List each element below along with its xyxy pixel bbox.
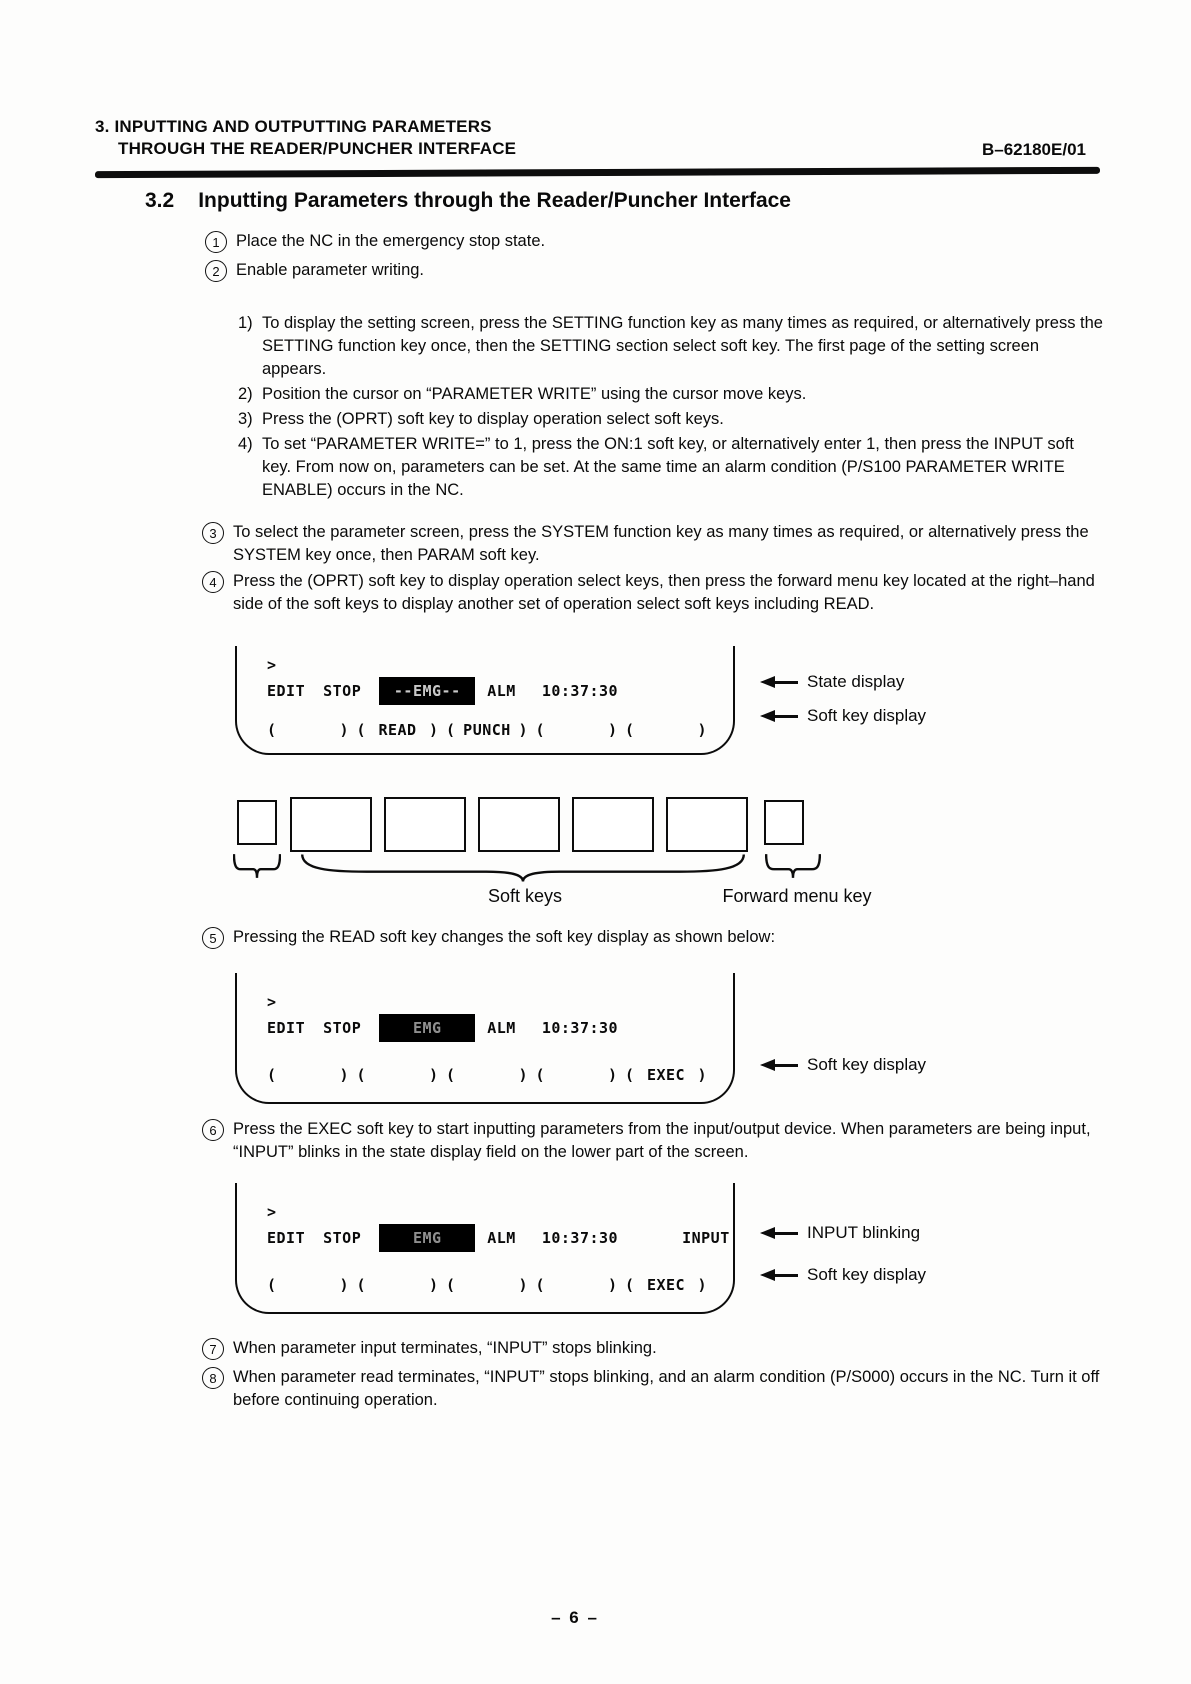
softkey-display-annotation — [760, 706, 926, 726]
step-7-text: When parameter input terminates, “INPUT” stops blinking. — [233, 1339, 657, 1357]
mode-stop: STOP — [323, 1229, 362, 1247]
bracket-open: ( — [446, 1066, 456, 1084]
substep-4-number: 4) — [238, 435, 253, 453]
softkeys-label: Soft keys — [487, 886, 563, 906]
softkey-slot — [536, 1272, 618, 1298]
bracket-open: ( — [535, 721, 546, 739]
annotation-label: Soft key display — [807, 1055, 927, 1074]
prompt-line: > — [267, 656, 277, 674]
input-blinking-annotation — [760, 1223, 920, 1243]
step-2-number: 2 — [205, 260, 227, 282]
soft-key-4 — [572, 797, 654, 852]
bracket-close: ) — [339, 721, 349, 739]
bracket-open: ( — [625, 1066, 635, 1084]
alm-indicator: ALM — [487, 1019, 516, 1037]
alm-indicator: ALM — [487, 1229, 516, 1247]
emg-status-block: --EMG-- — [379, 677, 475, 705]
substep-3-text: Press the (OPRT) soft key to display operation select soft keys. — [262, 410, 724, 428]
key-row-braces — [237, 852, 877, 914]
forward-menu-key — [764, 800, 804, 845]
softkey-display-line — [267, 1062, 707, 1088]
prompt-line: > — [267, 1203, 277, 1221]
annotation-label: Soft key display — [807, 1265, 927, 1284]
substep-4-text: To set “PARAMETER WRITE=” to 1, press the ON:1 soft key, or alternatively enter 1, then press the INPUT soft key. From now on, parameters can be set. At the same time an alarm condition (P/S100 PARAMETER WRITE ENABLE) occurs in the NC. — [262, 435, 1075, 499]
mode-edit: EDIT — [267, 682, 306, 700]
left-arrow-icon — [760, 1269, 798, 1281]
softkey-slot — [625, 717, 707, 743]
softkey-slot — [625, 1062, 707, 1088]
mode-edit: EDIT — [267, 1019, 306, 1037]
bracket-close: ) — [607, 1276, 618, 1294]
emg-status-block: EMG — [379, 1224, 475, 1252]
hardware-key-row — [237, 797, 804, 852]
section-number: 3.2 — [145, 189, 175, 212]
mode-stop: STOP — [323, 1019, 362, 1037]
step-3-text: To select the parameter screen, press the SYSTEM function key as many times as required, or alternatively press the SYSTEM key once, then PARAM soft key. — [233, 523, 1089, 564]
crt-screen-3-box — [235, 1183, 735, 1314]
section-title — [145, 189, 791, 213]
step-1-text: Place the NC in the emergency stop state. — [236, 232, 546, 250]
emg-status-block: EMG — [379, 1014, 475, 1042]
bracket-open: ( — [446, 1276, 456, 1294]
bracket-open: ( — [625, 721, 635, 739]
bracket-close: ) — [428, 721, 439, 739]
brace-softkeys — [293, 852, 753, 884]
bracket-close: ) — [697, 1276, 707, 1294]
step-6-text: Press the EXEC soft key to start inputting parameters from the input/output device. When parameters are being input, “INPUT” blinks in the state display field on the lower part of the screen. — [233, 1120, 1091, 1161]
softkey-slot — [267, 1062, 349, 1088]
softkey-slot — [446, 1272, 528, 1298]
bracket-close: ) — [339, 1276, 349, 1294]
clock-time: 10:37:30 — [541, 682, 619, 700]
softkey-label: PUNCH — [463, 721, 511, 739]
step-8-number: 8 — [202, 1367, 224, 1389]
substep-2-number: 2) — [238, 385, 253, 403]
soft-key-3 — [478, 797, 560, 852]
brace-left — [233, 852, 281, 880]
bracket-close: ) — [428, 1276, 439, 1294]
step-5-number: 5 — [202, 927, 224, 949]
softkey-slot — [267, 1272, 349, 1298]
softkey-slot — [357, 717, 439, 743]
step-7 — [202, 1337, 657, 1360]
step-4 — [202, 570, 1103, 616]
left-arrow-icon — [760, 1227, 798, 1239]
softkey-slot — [267, 717, 349, 743]
state-display-annotation — [760, 672, 904, 692]
softkey-display-annotation — [760, 1265, 926, 1285]
brace-forward-menu — [765, 852, 821, 880]
step-6-number: 6 — [202, 1119, 224, 1141]
step-7-number: 7 — [202, 1338, 224, 1360]
step-5 — [202, 926, 775, 949]
step-2-text: Enable parameter writing. — [236, 261, 425, 279]
bracket-close: ) — [518, 1276, 528, 1294]
left-arrow-icon — [760, 710, 798, 722]
softkey-label: EXEC — [646, 1066, 686, 1084]
softkey-display-line — [267, 1272, 707, 1298]
annotation-label: INPUT blinking — [807, 1223, 921, 1242]
substep-2-text: Position the cursor on “PARAMETER WRITE” using the cursor move keys. — [262, 385, 807, 403]
alm-indicator: ALM — [487, 682, 516, 700]
crt-screen-1 — [235, 646, 1185, 755]
step-8 — [202, 1366, 1103, 1412]
bracket-close: ) — [697, 721, 707, 739]
bracket-close: ) — [697, 1066, 707, 1084]
soft-key-5 — [666, 797, 748, 852]
step-5-text: Pressing the READ soft key changes the soft key display as shown below: — [233, 928, 776, 946]
chapter-header-line2: THROUGH THE READER/PUNCHER INTERFACE — [118, 139, 517, 158]
softkey-slot — [357, 1062, 439, 1088]
section-title-text: Inputting Parameters through the Reader/Puncher Interface — [198, 189, 791, 212]
bracket-open: ( — [356, 1066, 367, 1084]
bracket-open: ( — [446, 721, 456, 739]
substep-4 — [238, 433, 1107, 502]
bracket-close: ) — [518, 721, 528, 739]
bracket-open: ( — [267, 1066, 277, 1084]
crt-screen-2-box — [235, 973, 735, 1104]
bracket-close: ) — [339, 1066, 349, 1084]
bracket-close: ) — [607, 1066, 618, 1084]
chapter-header — [95, 116, 516, 160]
mode-stop: STOP — [323, 682, 362, 700]
softkey-label: READ — [378, 721, 417, 739]
substep-1 — [238, 312, 1107, 381]
bracket-open: ( — [535, 1066, 546, 1084]
state-display-line — [267, 1014, 707, 1042]
bracket-close: ) — [607, 721, 618, 739]
state-display-line — [267, 1224, 730, 1252]
clock-time: 10:37:30 — [541, 1019, 619, 1037]
step-6 — [202, 1118, 1103, 1164]
crt-screen-3 — [235, 1183, 1185, 1314]
header-rule — [95, 167, 1100, 178]
bracket-open: ( — [356, 721, 367, 739]
step-8-text: When parameter read terminates, “INPUT” stops blinking, and an alarm condition (P/S000) occurs in the NC. Turn it off before continuing operation. — [233, 1368, 1100, 1409]
prompt-line: > — [267, 993, 277, 1011]
step-4-text: Press the (OPRT) soft key to display operation select keys, then press the forward menu key located at the right–hand side of the soft keys to display another set of operation select soft keys including READ. — [233, 572, 1095, 613]
mode-edit: EDIT — [267, 1229, 306, 1247]
softkey-slot — [536, 717, 618, 743]
clock-time: 10:37:30 — [541, 1229, 619, 1247]
left-arrow-icon — [760, 1059, 798, 1071]
substep-3 — [238, 408, 724, 431]
softkey-slot — [446, 717, 528, 743]
annotation-label: State display — [807, 672, 905, 691]
bracket-close: ) — [428, 1066, 439, 1084]
forward-menu-key-label: Forward menu key — [722, 886, 872, 906]
bracket-open: ( — [267, 1276, 277, 1294]
bracket-close: ) — [518, 1066, 528, 1084]
substep-2 — [238, 383, 806, 406]
softkey-slot — [625, 1272, 707, 1298]
document-number: B–62180E/01 — [982, 140, 1086, 159]
step-1 — [205, 230, 545, 253]
softkey-label: EXEC — [646, 1276, 686, 1294]
substep-1-text: To display the setting screen, press the SETTING function key as many times as required, or alternatively press the SETTING function key once, then the SETTING section select soft key. The first page of the setting screen appears. — [262, 314, 1103, 378]
substep-1-number: 1) — [238, 314, 253, 332]
step-4-number: 4 — [202, 571, 224, 593]
softkey-slot — [357, 1272, 439, 1298]
bracket-open: ( — [356, 1276, 367, 1294]
softkey-display-line — [267, 717, 707, 743]
softkey-display-annotation — [760, 1055, 926, 1075]
substep-3-number: 3) — [238, 410, 253, 428]
bracket-open: ( — [267, 721, 277, 739]
crt-screen-1-box — [235, 646, 735, 755]
annotation-label: Soft key display — [807, 706, 927, 725]
step-2 — [205, 259, 424, 282]
softkey-slot — [536, 1062, 618, 1088]
step-3 — [202, 521, 1103, 567]
soft-key-2 — [384, 797, 466, 852]
left-arrow-icon — [760, 676, 798, 688]
chapter-header-line1: 3. INPUTTING AND OUTPUTTING PARAMETERS — [95, 117, 492, 136]
bracket-open: ( — [535, 1276, 546, 1294]
bracket-open: ( — [625, 1276, 635, 1294]
input-blinking-indicator: INPUT — [682, 1229, 730, 1247]
soft-key-1 — [290, 797, 372, 852]
step-3-number: 3 — [202, 522, 224, 544]
menu-key-left — [237, 800, 277, 845]
state-display-line — [267, 677, 707, 705]
page-number: – 6 – — [551, 1608, 599, 1627]
step-1-number: 1 — [205, 231, 227, 253]
crt-screen-2 — [235, 973, 1185, 1104]
softkey-slot — [446, 1062, 528, 1088]
